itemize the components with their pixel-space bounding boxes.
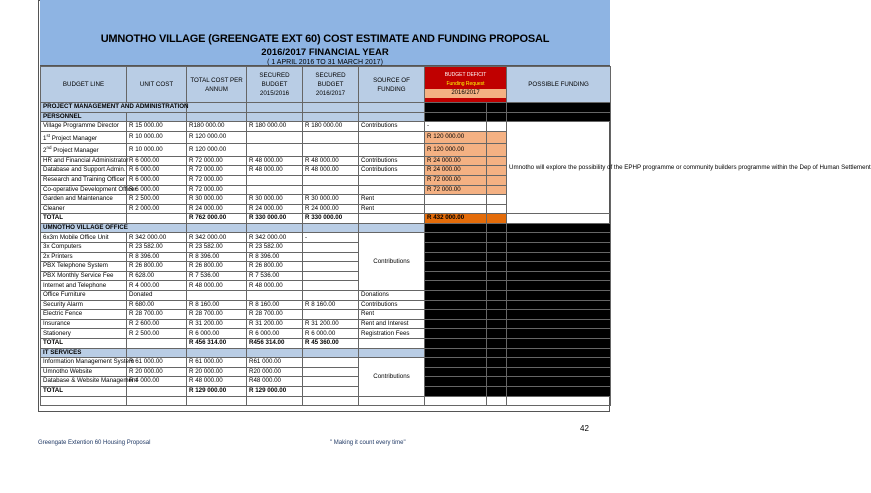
page-number: 42 bbox=[580, 424, 589, 433]
cell-budget-line: 2x Printers bbox=[41, 252, 127, 262]
cell-total: R 31 200.00 bbox=[187, 319, 247, 329]
cell-deficit: R 24 000.00 bbox=[425, 156, 487, 166]
table-row bbox=[41, 122, 611, 132]
title-band bbox=[40, 0, 610, 66]
total-secured-1: R 129 000.00 bbox=[247, 386, 303, 396]
section-row bbox=[41, 103, 611, 113]
cell-source: Rent bbox=[359, 204, 425, 214]
cell-budget-line: Insurance bbox=[41, 319, 127, 329]
cell-secured-1: R20 000.00 bbox=[247, 367, 303, 377]
cell-deficit: R 72 000.00 bbox=[425, 185, 487, 195]
cell-unit-cost: R 6 000.00 bbox=[127, 185, 187, 195]
table-row bbox=[41, 291, 611, 301]
cell-total: R180 000.00 bbox=[187, 122, 247, 132]
cell-unit-cost: R 10 000.00 bbox=[127, 131, 187, 143]
cell-unit-cost: R 6 000.00 bbox=[127, 156, 187, 166]
cell-budget-line: Internet and Telephone bbox=[41, 281, 127, 291]
cell-secured-1: R48 000.00 bbox=[247, 377, 303, 387]
table-row bbox=[41, 367, 611, 377]
total-label: TOTAL bbox=[41, 339, 127, 349]
footer-document-name: Greengate Extention 60 Housing Proposal bbox=[38, 440, 151, 446]
cell-total: R 72 000.00 bbox=[187, 156, 247, 166]
cell-total: R 120 000.00 bbox=[187, 144, 247, 156]
total-cost: R 129 000.00 bbox=[187, 386, 247, 396]
period-range: ( 1 APRIL 2016 TO 31 MARCH 2017) bbox=[267, 59, 383, 66]
financial-year: 2016/2017 FINANCIAL YEAR bbox=[261, 47, 389, 58]
cell-secured-1: R 48 000.00 bbox=[247, 166, 303, 176]
cell-source: Rent and Interest bbox=[359, 319, 425, 329]
cell-secured-1: R 30 000.00 bbox=[247, 195, 303, 205]
cell-unit-cost: R 2 500.00 bbox=[127, 329, 187, 339]
cell-secured-1: R 6 000.00 bbox=[247, 329, 303, 339]
cell-total: R 28 700.00 bbox=[187, 310, 247, 320]
cell-secured-1: R 342 000.00 bbox=[247, 233, 303, 243]
cell-total: R 20 000.00 bbox=[187, 367, 247, 377]
cell-total: R 6 000.00 bbox=[187, 329, 247, 339]
section-row bbox=[41, 223, 611, 233]
cell-secured-1: R 48 000.00 bbox=[247, 281, 303, 291]
cell-unit-cost: R 628.00 bbox=[127, 271, 187, 281]
cell-unit-cost: R 10 000.00 bbox=[127, 144, 187, 156]
cell-secured-2: R 6 000.00 bbox=[303, 329, 359, 339]
cell-secured-1: R 31 200.00 bbox=[247, 319, 303, 329]
cell-budget-line: Garden and Maintenance bbox=[41, 195, 127, 205]
cell-total: R 342 000.00 bbox=[187, 233, 247, 243]
budget-table bbox=[40, 66, 871, 406]
cell-total: R 7 536.00 bbox=[187, 271, 247, 281]
cell-budget-line: PBX Telephone System bbox=[41, 262, 127, 272]
total-cost: R 456 314.00 bbox=[187, 339, 247, 349]
table-row bbox=[41, 358, 611, 368]
table-row bbox=[41, 243, 611, 253]
cell-secured-2: R 24 000.00 bbox=[303, 204, 359, 214]
total-row bbox=[41, 214, 611, 224]
total-secured-2: R 45 360.00 bbox=[303, 339, 359, 349]
col-secured-2015: SECURED BUDGET 2015/2016 bbox=[247, 67, 303, 103]
cell-secured-2: R 48 000.00 bbox=[303, 166, 359, 176]
cell-budget-line: Umnotho Website bbox=[41, 367, 127, 377]
cell-secured-2: R 180 000.00 bbox=[303, 122, 359, 132]
total-deficit: R 432 000.00 bbox=[425, 214, 487, 224]
cell-secured-2: R 8 160.00 bbox=[303, 300, 359, 310]
cell-unit-cost: R 4 000.00 bbox=[127, 281, 187, 291]
cell-deficit: R 72 000.00 bbox=[425, 175, 487, 185]
cell-budget-line: 2nd Project Manager bbox=[41, 144, 127, 156]
cell-secured-1: R 24 000.00 bbox=[247, 204, 303, 214]
cell-unit-cost: R 6 000.00 bbox=[127, 166, 187, 176]
total-label: TOTAL bbox=[41, 386, 127, 396]
cell-secured-2: - bbox=[303, 233, 359, 243]
deficit-title: BUDGET DEFICIT bbox=[444, 72, 487, 78]
cell-deficit: R 24 000.00 bbox=[425, 166, 487, 176]
cell-total: R 48 000.00 bbox=[187, 281, 247, 291]
deficit-subtitle: Funding Request bbox=[446, 81, 485, 87]
cell-deficit: R 120 000.00 bbox=[425, 144, 487, 156]
total-cost: R 762 000.00 bbox=[187, 214, 247, 224]
deficit-year: 2016/2017 bbox=[425, 89, 506, 98]
cell-source-merged: Contributions bbox=[359, 233, 425, 291]
cell-unit-cost: R 680.00 bbox=[127, 300, 187, 310]
col-total-cost: TOTAL COST PER ANNUM bbox=[187, 67, 247, 103]
col-possible-funding: POSSIBLE FUNDING bbox=[507, 67, 611, 103]
cell-unit-cost: R 4 000.00 bbox=[127, 377, 187, 387]
cell-budget-line: Electric Fence bbox=[41, 310, 127, 320]
table-row bbox=[41, 233, 611, 243]
table-row bbox=[41, 310, 611, 320]
cell-secured-1: R 7 536.00 bbox=[247, 271, 303, 281]
cell-source: Contributions bbox=[359, 122, 425, 132]
cell-budget-line: Research and Training Officer bbox=[41, 175, 127, 185]
col-budget-line: BUDGET LINE bbox=[41, 67, 127, 103]
cell-secured-1: R 26 800.00 bbox=[247, 262, 303, 272]
col-secured-2016: SECURED BUDGET 2016/2017 bbox=[303, 67, 359, 103]
cell-unit-cost: Donated bbox=[127, 291, 187, 301]
cell-unit-cost: R 23 582.00 bbox=[127, 243, 187, 253]
cell-unit-cost: R 2 500.00 bbox=[127, 195, 187, 205]
cell-unit-cost: R 6 000.00 bbox=[127, 175, 187, 185]
cell-budget-line: 1st Project Manager bbox=[41, 131, 127, 143]
cell-unit-cost: R 20 000.00 bbox=[127, 367, 187, 377]
possible-funding-note: Umnotho will explore the possibility of the EPHP programme or community builders programme within the Dep of Human Settlement bbox=[507, 122, 611, 214]
table-row bbox=[41, 281, 611, 291]
cell-source: Rent bbox=[359, 310, 425, 320]
cell-total: R 8 160.00 bbox=[187, 300, 247, 310]
cell-budget-line: Database and Support Admin. bbox=[41, 166, 127, 176]
cell-total: R 72 000.00 bbox=[187, 185, 247, 195]
section-row bbox=[41, 112, 611, 122]
cell-total: R 8 396.00 bbox=[187, 252, 247, 262]
footer-slogan: " Making it count every time" bbox=[330, 440, 406, 446]
section-row bbox=[41, 348, 611, 358]
cell-budget-line: Database & Website Management bbox=[41, 377, 127, 387]
cell-budget-line: Village Programme Director bbox=[41, 122, 127, 132]
cell-total: R 23 582.00 bbox=[187, 243, 247, 253]
cell-secured-2: R 48 000.00 bbox=[303, 156, 359, 166]
cell-budget-line: Office Furniture bbox=[41, 291, 127, 301]
cell-secured-1: R 23 582.00 bbox=[247, 243, 303, 253]
col-unit-cost: UNIT COST bbox=[127, 67, 187, 103]
total-row bbox=[41, 386, 611, 396]
cell-total: R 26 800.00 bbox=[187, 262, 247, 272]
cell-unit-cost: R 2 000.00 bbox=[127, 204, 187, 214]
cell-deficit: - bbox=[425, 122, 487, 132]
cell-total: R 72 000.00 bbox=[187, 166, 247, 176]
cell-total: R 72 000.00 bbox=[187, 175, 247, 185]
col-source-funding: SOURCE OF FUNDING bbox=[359, 67, 425, 103]
table-row bbox=[41, 300, 611, 310]
table-row bbox=[41, 262, 611, 272]
section-label: IT SERVICES bbox=[41, 348, 127, 358]
cell-unit-cost: R 15 000.00 bbox=[127, 122, 187, 132]
section-label: PROJECT MANAGEMENT AND ADMINISTRATION bbox=[41, 103, 187, 113]
section-label: UMNOTHO VILLAGE OFFICE bbox=[41, 223, 187, 233]
cell-total: R 120 000.00 bbox=[187, 131, 247, 143]
cell-unit-cost: R 26 800.00 bbox=[127, 262, 187, 272]
cell-budget-line: Stationery bbox=[41, 329, 127, 339]
cell-secured-2: R 30 000.00 bbox=[303, 195, 359, 205]
cell-source-merged: Contributions bbox=[359, 358, 425, 396]
table-row bbox=[41, 319, 611, 329]
cell-source: Rent bbox=[359, 195, 425, 205]
col-budget-deficit bbox=[425, 67, 507, 103]
cell-unit-cost: R 8 396.00 bbox=[127, 252, 187, 262]
cell-secured-1: R61 000.00 bbox=[247, 358, 303, 368]
cell-secured-1: R 180 000.00 bbox=[247, 122, 303, 132]
cell-budget-line: PBX Monthly Service Fee bbox=[41, 271, 127, 281]
cell-budget-line: 6x3m Mobile Office Unit bbox=[41, 233, 127, 243]
table-row bbox=[41, 329, 611, 339]
cell-budget-line: HR and Financial Administrator bbox=[41, 156, 127, 166]
total-secured-2: R 330 000.00 bbox=[303, 214, 359, 224]
total-secured-1: R 330 000.00 bbox=[247, 214, 303, 224]
cell-unit-cost: R 61 000.00 bbox=[127, 358, 187, 368]
cell-deficit: R 120 000.00 bbox=[425, 131, 487, 143]
cell-budget-line: Cleaner bbox=[41, 204, 127, 214]
cell-budget-line: Co-operative Development Officer bbox=[41, 185, 127, 195]
cell-unit-cost: R 342 000.00 bbox=[127, 233, 187, 243]
cell-total: R 24 000.00 bbox=[187, 204, 247, 214]
total-label: TOTAL bbox=[41, 214, 127, 224]
cell-total: R 61 000.00 bbox=[187, 358, 247, 368]
section-label: PERSONNEL bbox=[41, 112, 127, 122]
total-row bbox=[41, 339, 611, 349]
cell-source: Contributions bbox=[359, 300, 425, 310]
cell-secured-1: R 8 396.00 bbox=[247, 252, 303, 262]
cell-source: Registration Fees bbox=[359, 329, 425, 339]
document-title: UMNOTHO VILLAGE (GREENGATE EXT 60) COST ESTIMATE AND FUNDING PROPOSAL bbox=[100, 33, 550, 45]
cell-secured-2: R 31 200.00 bbox=[303, 319, 359, 329]
cell-budget-line: Information Management System bbox=[41, 358, 127, 368]
blank-row bbox=[41, 396, 611, 406]
cell-source: Contributions bbox=[359, 156, 425, 166]
cell-secured-1: R 28 700.00 bbox=[247, 310, 303, 320]
column-header-row bbox=[41, 67, 611, 103]
total-secured-1: R456 314.00 bbox=[247, 339, 303, 349]
cell-total: R 48 000.00 bbox=[187, 377, 247, 387]
cell-secured-1: R 48 000.00 bbox=[247, 156, 303, 166]
cell-unit-cost: R 28 700.00 bbox=[127, 310, 187, 320]
cell-total: R 30 000.00 bbox=[187, 195, 247, 205]
cell-budget-line: Security Alarm bbox=[41, 300, 127, 310]
table-row bbox=[41, 271, 611, 281]
cell-budget-line: 3x Computers bbox=[41, 243, 127, 253]
cell-unit-cost: R 2 600.00 bbox=[127, 319, 187, 329]
cell-secured-1: R 8 160.00 bbox=[247, 300, 303, 310]
cell-source: Donations bbox=[359, 291, 425, 301]
cell-source: Contributions bbox=[359, 166, 425, 176]
table-row bbox=[41, 377, 611, 387]
table-row bbox=[41, 252, 611, 262]
